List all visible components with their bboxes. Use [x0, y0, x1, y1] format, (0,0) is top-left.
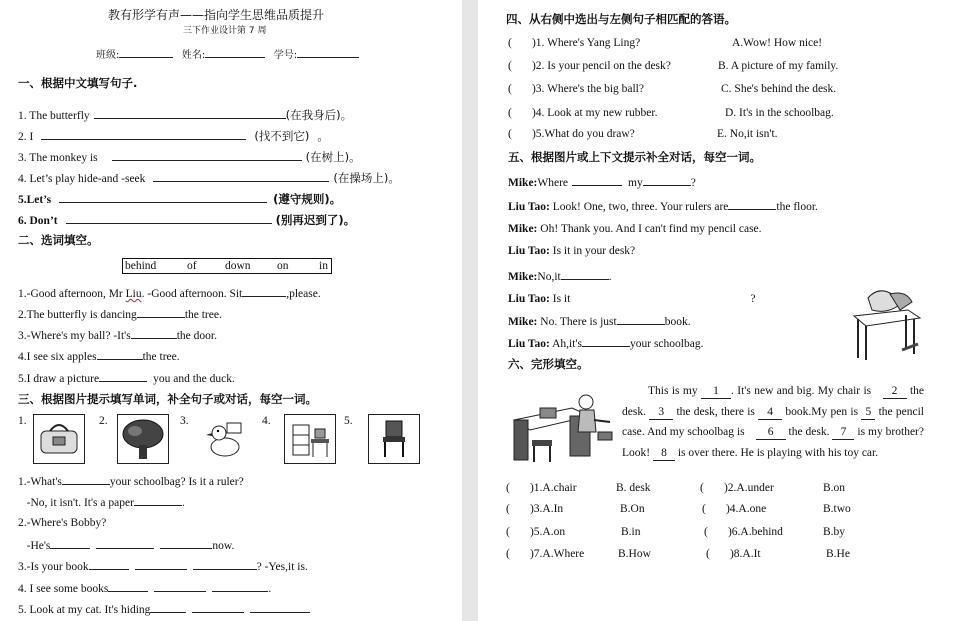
answer-blank[interactable]: [582, 335, 630, 347]
word-on: on: [277, 260, 289, 272]
desk-shelf-icon: [287, 417, 333, 461]
cloze-option-3a: ( )3.A.In: [506, 503, 564, 515]
name-field[interactable]: [205, 46, 265, 58]
page-gap: [462, 0, 478, 621]
word-behind: behind: [125, 260, 157, 272]
cloze-option-2a: ( )2.A.under: [700, 482, 774, 494]
dialogue-line-7: Mike: No. There is just book.: [508, 313, 691, 329]
cloze-option-8a: ( )8.A.It: [706, 548, 761, 560]
sec2-item-1: 1.-Good afternoon, Mr Liu. -Good afternoon. Sit ,please.: [18, 285, 321, 301]
blank-6[interactable]: 6: [756, 426, 786, 440]
number-field[interactable]: [297, 46, 359, 58]
answer-blank[interactable]: [250, 601, 310, 613]
pic-number-3: 3.: [180, 415, 189, 427]
bag-icon: [36, 417, 82, 461]
answer-blank[interactable]: [62, 473, 110, 485]
match-answer-e: E. No,it isn't.: [717, 128, 778, 140]
section-2-heading: 二、选词填空。: [18, 233, 99, 247]
sec2-item-2: 2.The butterfly is dancing the tree.: [18, 306, 222, 322]
blank-1[interactable]: 1: [701, 385, 731, 399]
sec3-item-4: 4. I see some books .: [18, 580, 271, 596]
pic-2-tree: [117, 414, 169, 464]
pic-number-1: 1.: [18, 415, 27, 427]
match-answer-a: A.Wow! How nice!: [732, 37, 823, 49]
worksheet-subtitle: 三下作业设计第 7 周: [183, 26, 267, 36]
answer-blank[interactable]: [96, 537, 154, 549]
word-in: in: [319, 260, 328, 272]
sec1-item-6: 6. Don’t (别再迟到了)。: [18, 213, 356, 227]
answer-blank[interactable]: [108, 580, 148, 592]
blank-5[interactable]: 5: [861, 406, 875, 420]
dialogue-line-3: Mike: Oh! Thank you. And I can't find my pencil case.: [508, 223, 762, 235]
cloze-passage: This is my 1 . It's new and big. My chair is 2 the desk. 3 the desk, there is 4 book.My pen is 5 the pencil case. And my schoolbag is 6 the desk. 7 is my brother? Look! 8 is over there. He is playing with his toy car.: [622, 385, 924, 459]
answer-blank[interactable]: [561, 268, 609, 280]
answer-blank[interactable]: [154, 580, 206, 592]
answer-blank[interactable]: [50, 537, 90, 549]
answer-blank[interactable]: [192, 601, 244, 613]
cloze-option-6a: ( )6.A.behind: [704, 526, 783, 538]
classroom-illustration: [510, 392, 618, 464]
answer-blank[interactable]: [617, 313, 665, 325]
answer-blank[interactable]: [66, 212, 272, 224]
dialogue-line-8: Liu Tao: Ah,it's your schoolbag.: [508, 335, 703, 351]
class-label: 班级:: [96, 50, 120, 61]
cloze-option-7b: B.How: [618, 548, 651, 560]
blank-2[interactable]: 2: [883, 385, 907, 399]
answer-blank[interactable]: [89, 558, 129, 570]
answer-blank[interactable]: [212, 580, 268, 592]
match-question-3: ( )3. Where's the big ball?: [508, 83, 644, 95]
answer-blank[interactable]: [193, 558, 257, 570]
blank-3[interactable]: 3: [649, 406, 673, 420]
answer-blank[interactable]: [572, 174, 622, 186]
duck-icon: [203, 417, 249, 461]
sec1-item-2: 2. I (找不到它) 。: [18, 129, 329, 143]
cloze-option-2b: B.on: [823, 482, 846, 494]
answer-blank[interactable]: [112, 149, 302, 161]
sec1-item-4: 4. Let’s play hide-and -seek (在操场上)。: [18, 171, 400, 185]
section-5-heading: 五、根据图片或上下文提示补全对话，每空一词。: [508, 150, 761, 164]
cloze-option-5a: ( )5.A.on: [506, 526, 566, 538]
student-info-row: [96, 46, 359, 63]
sec3-item-1: 1.-What's your schoolbag? Is it a ruler?: [18, 473, 244, 489]
sec1-item-3: 3. The monkey is (在树上)。: [18, 150, 361, 164]
match-answer-c: C. She's behind the desk.: [721, 83, 837, 95]
desk-schoolbag-illustration: [850, 288, 926, 362]
pic-5-chair: [368, 414, 420, 464]
answer-blank[interactable]: [242, 285, 286, 297]
answer-blank[interactable]: [728, 198, 776, 210]
cloze-option-6b: B.by: [823, 526, 846, 538]
answer-blank[interactable]: [153, 170, 329, 182]
answer-blank[interactable]: [135, 558, 187, 570]
right-page: [478, 0, 956, 621]
tree-icon: [120, 417, 166, 461]
dialogue-line-2: Liu Tao: Look! One, two, three. Your rulers are the floor.: [508, 198, 818, 214]
blank-4[interactable]: 4: [758, 406, 782, 420]
dialogue-line-4: Liu Tao: Is it in your desk?: [508, 245, 636, 257]
answer-blank[interactable]: [97, 348, 143, 360]
number-label: 学号:: [273, 50, 298, 61]
section-1-heading: 一、根据中文填写句子.: [18, 76, 138, 90]
cloze-option-1a: ( )1.A.chair: [506, 482, 577, 494]
blank-8[interactable]: 8: [653, 447, 675, 461]
word-of: of: [187, 260, 197, 272]
section-4-heading: 四、从右侧中选出与左侧句子相匹配的答语。: [506, 12, 736, 26]
sec2-item-3: 3.-Where's my ball? -It's the door.: [18, 327, 217, 343]
dialogue-line-5: Mike:No,it .: [508, 268, 612, 284]
answer-blank[interactable]: [59, 191, 267, 203]
sec1-item-1: 1. The butterfly (在我身后)。: [18, 108, 353, 122]
answer-blank[interactable]: [134, 494, 182, 506]
answer-blank[interactable]: [131, 327, 177, 339]
section-3-heading: 三、根据图片提示填写单词，补全句子或对话，每空一词。: [18, 392, 317, 406]
cloze-option-7a: ( )7.A.Where: [506, 548, 585, 560]
class-field[interactable]: [119, 46, 173, 58]
pic-1-bag: [33, 414, 85, 464]
pic-4-desk: [284, 414, 336, 464]
sec1-item-5: 5.Let’s (遵守规则)。: [18, 192, 342, 206]
answer-blank[interactable]: [160, 537, 212, 549]
pic-number-4: 4.: [262, 415, 271, 427]
sec2-item-4: 4.I see six apples the tree.: [18, 348, 180, 364]
sec3-item-2: 2.-Where's Bobby?: [18, 517, 107, 529]
sec3-item-3: 3.-Is your book ? -Yes,it is.: [18, 558, 308, 574]
sec3-item-2b: -He's now.: [18, 537, 234, 553]
pic-number-5: 5.: [344, 415, 353, 427]
blank-7[interactable]: 7: [832, 426, 854, 440]
answer-blank[interactable]: [99, 370, 147, 382]
match-answer-d: D. It's in the schoolbag.: [725, 107, 834, 119]
answer-blank[interactable]: [41, 128, 246, 140]
section-6-heading: 六、完形填空。: [508, 357, 589, 371]
answer-blank[interactable]: [150, 601, 186, 613]
pic-number-2: 2.: [99, 415, 108, 427]
worksheet-title: 教有形学有声——指向学生思维品质提升: [108, 8, 325, 22]
left-page: [0, 0, 462, 621]
dialogue-line-6: Liu Tao: Is it ?: [508, 293, 756, 305]
cloze-option-4a: ( )4.A.one: [702, 503, 767, 515]
cloze-option-3b: B.On: [620, 503, 645, 515]
match-question-2: ( )2. Is your pencil on the desk?: [508, 60, 671, 72]
cloze-option-1b: B. desk: [616, 482, 651, 494]
word-bank: [122, 258, 332, 274]
answer-blank[interactable]: [94, 107, 286, 119]
chair-icon: [371, 417, 417, 461]
cloze-option-8b: B.He: [826, 548, 850, 560]
answer-blank[interactable]: [137, 306, 185, 318]
match-question-5: ( )5.What do you draw?: [508, 128, 635, 140]
answer-blank[interactable]: [643, 174, 691, 186]
sec2-item-5: 5.I draw a picture you and the duck.: [18, 370, 235, 386]
match-answer-b: B. A picture of my family.: [718, 60, 839, 72]
cloze-option-4b: B.two: [823, 503, 851, 515]
sec3-item-5: 5. Look at my cat. It's hiding: [18, 601, 310, 617]
match-question-1: ( )1. Where's Yang Ling?: [508, 37, 641, 49]
name-label: 姓名:: [181, 50, 206, 61]
match-question-4: ( )4. Look at my new rubber.: [508, 107, 658, 119]
word-down: down: [225, 260, 251, 272]
sec3-item-1b: -No, it isn't. It's a paper .: [18, 494, 185, 510]
cloze-option-5b: B.in: [621, 526, 641, 538]
dialogue-line-1: Mike:Where my ?: [508, 174, 696, 190]
pic-3-duck: [200, 414, 252, 464]
